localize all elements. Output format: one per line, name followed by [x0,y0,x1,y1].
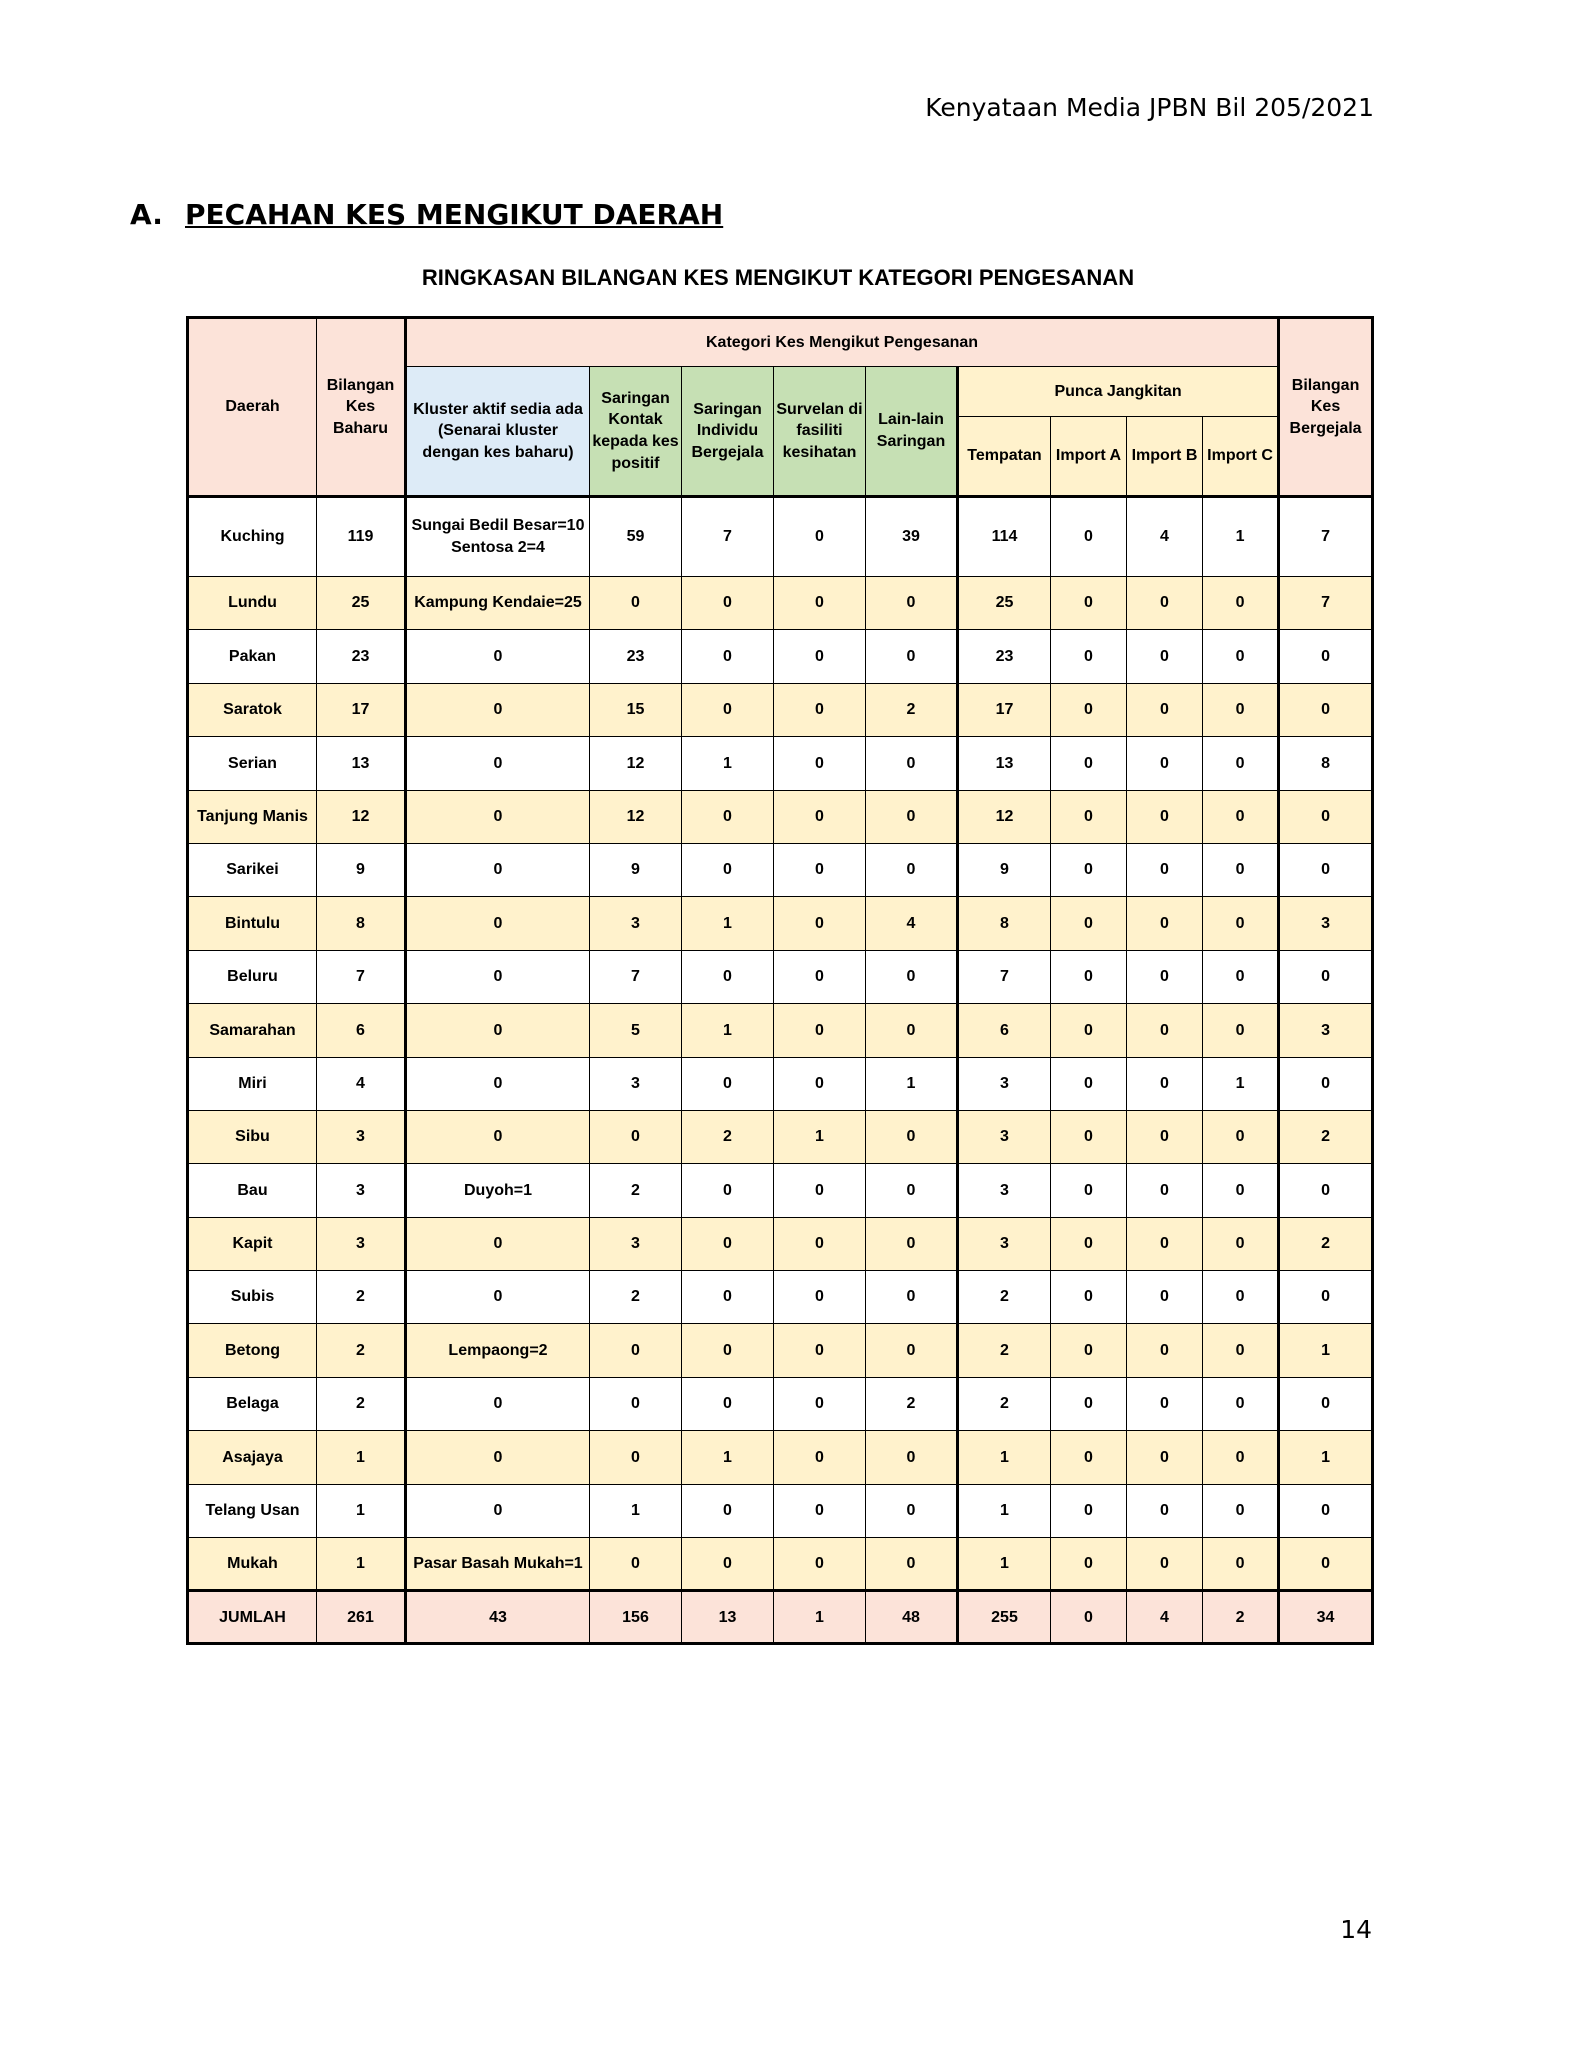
saringan-individu-cell: 0 [682,790,774,843]
daerah-cell: Mukah [188,1538,317,1591]
total-bilangan-kes-bergejala-cell: 34 [1279,1591,1373,1644]
kluster-cell: Lempaong=2 [406,1324,590,1377]
bilangan-kes-bergejala-cell: 7 [1279,577,1373,630]
lain-lain-cell: 0 [866,1271,958,1324]
survelan-cell: 0 [774,1324,866,1377]
import-c-cell: 0 [1203,897,1279,950]
tempatan-cell: 114 [958,497,1051,577]
saringan-individu-cell: 0 [682,1324,774,1377]
total-kluster-cell: 43 [406,1591,590,1644]
kluster-cell: 0 [406,950,590,1003]
header-survelan: Survelan di fasiliti kesihatan [774,367,866,497]
import-a-cell: 0 [1051,1217,1127,1270]
saringan-individu-cell: 0 [682,577,774,630]
section-title: PECAHAN KES MENGIKUT DAERAH [185,198,724,231]
saringan-kontak-cell: 1 [590,1484,682,1537]
import-a-cell: 0 [1051,1164,1127,1217]
saringan-individu-cell: 0 [682,683,774,736]
import-a-cell: 0 [1051,1538,1127,1591]
saringan-individu-cell: 0 [682,1484,774,1537]
total-tempatan-cell: 255 [958,1591,1051,1644]
bilangan-kes-bergejala-cell: 2 [1279,1110,1373,1163]
tempatan-cell: 8 [958,897,1051,950]
saringan-kontak-cell: 23 [590,630,682,683]
saringan-kontak-cell: 12 [590,790,682,843]
import-b-cell: 0 [1127,897,1203,950]
kluster-cell: 0 [406,630,590,683]
survelan-cell: 0 [774,950,866,1003]
header-lain-lain: Lain-lain Saringan [866,367,958,497]
survelan-cell: 0 [774,683,866,736]
bilangan-kes-baharu-cell: 2 [317,1324,406,1377]
bilangan-kes-bergejala-cell: 0 [1279,683,1373,736]
table-row [188,1110,1373,1163]
table-title: RINGKASAN BILANGAN KES MENGIKUT KATEGORI PENGESANAN [421,265,1135,290]
saringan-individu-cell: 1 [682,1004,774,1057]
header-tempatan: Tempatan [958,417,1051,497]
survelan-cell: 0 [774,630,866,683]
tempatan-cell: 25 [958,577,1051,630]
bilangan-kes-baharu-cell: 2 [317,1377,406,1430]
kluster-cell: 0 [406,1271,590,1324]
import-c-cell: 0 [1203,577,1279,630]
total-daerah-cell: JUMLAH [188,1591,317,1644]
bilangan-kes-bergejala-cell: 2 [1279,1217,1373,1270]
saringan-individu-cell: 0 [682,1164,774,1217]
bilangan-kes-bergejala-cell: 0 [1279,1057,1373,1110]
import-c-cell: 1 [1203,497,1279,577]
table-row [188,1004,1373,1057]
bilangan-kes-baharu-cell: 13 [317,737,406,790]
tempatan-cell: 3 [958,1217,1051,1270]
import-b-cell: 0 [1127,683,1203,736]
survelan-cell: 0 [774,897,866,950]
page-number: 14 [1340,1915,1372,1944]
table-row [188,950,1373,1003]
table-row [188,1217,1373,1270]
table-row [188,683,1373,736]
tempatan-cell: 17 [958,683,1051,736]
daerah-cell: Sarikei [188,843,317,896]
import-b-cell: 0 [1127,1057,1203,1110]
saringan-kontak-cell: 5 [590,1004,682,1057]
survelan-cell: 0 [774,737,866,790]
lain-lain-cell: 0 [866,1110,958,1163]
import-a-cell: 0 [1051,843,1127,896]
tempatan-cell: 2 [958,1377,1051,1430]
lain-lain-cell: 0 [866,1217,958,1270]
import-a-cell: 0 [1051,630,1127,683]
saringan-kontak-cell: 0 [590,1324,682,1377]
import-b-cell: 0 [1127,577,1203,630]
table-body [188,497,1373,1644]
kluster-cell: 0 [406,897,590,950]
import-b-cell: 0 [1127,1484,1203,1537]
survelan-cell: 0 [774,1377,866,1430]
tempatan-cell: 1 [958,1431,1051,1484]
tempatan-cell: 2 [958,1324,1051,1377]
import-b-cell: 0 [1127,1217,1203,1270]
import-a-cell: 0 [1051,790,1127,843]
import-b-cell: 0 [1127,1538,1203,1591]
saringan-individu-cell: 0 [682,630,774,683]
import-c-cell: 0 [1203,1538,1279,1591]
kluster-cell: Sungai Bedil Besar=10 Sentosa 2=4 [406,497,590,577]
saringan-kontak-cell: 0 [590,1538,682,1591]
bilangan-kes-baharu-cell: 3 [317,1110,406,1163]
import-c-cell: 0 [1203,1431,1279,1484]
kluster-cell: 0 [406,1110,590,1163]
lain-lain-cell: 0 [866,950,958,1003]
kluster-cell: Pasar Basah Mukah=1 [406,1538,590,1591]
bilangan-kes-baharu-cell: 2 [317,1271,406,1324]
daerah-cell: Betong [188,1324,317,1377]
table-row [188,737,1373,790]
tempatan-cell: 3 [958,1110,1051,1163]
bilangan-kes-baharu-cell: 6 [317,1004,406,1057]
saringan-individu-cell: 0 [682,843,774,896]
daerah-cell: Samarahan [188,1004,317,1057]
table-row [188,843,1373,896]
import-b-cell: 0 [1127,737,1203,790]
survelan-cell: 0 [774,1164,866,1217]
import-a-cell: 0 [1051,1057,1127,1110]
saringan-individu-cell: 0 [682,1538,774,1591]
table-row [188,577,1373,630]
lain-lain-cell: 0 [866,1004,958,1057]
daerah-cell: Belaga [188,1377,317,1430]
lain-lain-cell: 1 [866,1057,958,1110]
import-c-cell: 0 [1203,1324,1279,1377]
kluster-cell: 0 [406,1377,590,1430]
total-saringan-kontak-cell: 156 [590,1591,682,1644]
table-row [188,1324,1373,1377]
daerah-cell: Tanjung Manis [188,790,317,843]
daerah-cell: Kuching [188,497,317,577]
import-c-cell: 0 [1203,683,1279,736]
import-c-cell: 0 [1203,1271,1279,1324]
import-c-cell: 0 [1203,1377,1279,1430]
saringan-kontak-cell: 3 [590,897,682,950]
bilangan-kes-baharu-cell: 25 [317,577,406,630]
import-a-cell: 0 [1051,1377,1127,1430]
section-letter: A. [130,198,163,231]
header-punca-jangkitan: Punca Jangkitan [958,367,1279,417]
survelan-cell: 0 [774,1538,866,1591]
import-a-cell: 0 [1051,683,1127,736]
tempatan-cell: 23 [958,630,1051,683]
kluster-cell: 0 [406,1431,590,1484]
header-bilangan-kes-bergejala: Bilangan Kes Bergejala [1279,318,1373,497]
saringan-kontak-cell: 0 [590,1110,682,1163]
bilangan-kes-bergejala-cell: 0 [1279,1377,1373,1430]
bilangan-kes-baharu-cell: 4 [317,1057,406,1110]
import-c-cell: 0 [1203,1110,1279,1163]
import-c-cell: 0 [1203,1164,1279,1217]
table-row [188,897,1373,950]
tempatan-cell: 9 [958,843,1051,896]
saringan-individu-cell: 1 [682,1431,774,1484]
survelan-cell: 0 [774,1004,866,1057]
table-row [188,497,1373,577]
survelan-cell: 0 [774,843,866,896]
import-b-cell: 0 [1127,843,1203,896]
kluster-cell: 0 [406,737,590,790]
bilangan-kes-bergejala-cell: 0 [1279,1484,1373,1537]
bilangan-kes-bergejala-cell: 7 [1279,497,1373,577]
import-c-cell: 0 [1203,950,1279,1003]
header-daerah: Daerah [188,318,317,497]
lain-lain-cell: 0 [866,737,958,790]
tempatan-cell: 1 [958,1484,1051,1537]
header-saringan-kontak: Saringan Kontak kepada kes positif [590,367,682,497]
bilangan-kes-bergejala-cell: 0 [1279,1164,1373,1217]
import-c-cell: 0 [1203,737,1279,790]
lain-lain-cell: 0 [866,1164,958,1217]
bilangan-kes-bergejala-cell: 1 [1279,1431,1373,1484]
table-row [188,1057,1373,1110]
lain-lain-cell: 0 [866,577,958,630]
total-bilangan-kes-baharu-cell: 261 [317,1591,406,1644]
tempatan-cell: 12 [958,790,1051,843]
saringan-individu-cell: 2 [682,1110,774,1163]
lain-lain-cell: 2 [866,683,958,736]
header-import-c: Import C [1203,417,1279,497]
kluster-cell: 0 [406,1217,590,1270]
table-row [188,1164,1373,1217]
import-a-cell: 0 [1051,737,1127,790]
survelan-cell: 0 [774,1271,866,1324]
tempatan-cell: 3 [958,1164,1051,1217]
daerah-cell: Serian [188,737,317,790]
daerah-cell: Miri [188,1057,317,1110]
total-row [188,1591,1373,1644]
bilangan-kes-bergejala-cell: 0 [1279,950,1373,1003]
section-heading [130,198,723,231]
total-saringan-individu-cell: 13 [682,1591,774,1644]
import-b-cell: 0 [1127,1377,1203,1430]
bilangan-kes-baharu-cell: 3 [317,1164,406,1217]
header-saringan-individu: Saringan Individu Bergejala [682,367,774,497]
survelan-cell: 0 [774,1431,866,1484]
bilangan-kes-bergejala-cell: 3 [1279,897,1373,950]
saringan-kontak-cell: 3 [590,1217,682,1270]
tempatan-cell: 2 [958,1271,1051,1324]
saringan-kontak-cell: 2 [590,1164,682,1217]
saringan-kontak-cell: 2 [590,1271,682,1324]
survelan-cell: 0 [774,1484,866,1537]
kluster-cell: 0 [406,843,590,896]
survelan-cell: 1 [774,1110,866,1163]
import-a-cell: 0 [1051,497,1127,577]
tempatan-cell: 6 [958,1004,1051,1057]
import-c-cell: 0 [1203,790,1279,843]
tempatan-cell: 7 [958,950,1051,1003]
kluster-cell: 0 [406,1057,590,1110]
import-c-cell: 0 [1203,1004,1279,1057]
kluster-cell: 0 [406,790,590,843]
header-kategori: Kategori Kes Mengikut Pengesanan [406,318,1279,367]
lain-lain-cell: 4 [866,897,958,950]
survelan-cell: 0 [774,577,866,630]
header-bilangan-kes-baharu: Bilangan Kes Baharu [317,318,406,497]
saringan-kontak-cell: 3 [590,1057,682,1110]
tempatan-cell: 13 [958,737,1051,790]
bilangan-kes-baharu-cell: 7 [317,950,406,1003]
bilangan-kes-baharu-cell: 17 [317,683,406,736]
daerah-cell: Subis [188,1271,317,1324]
saringan-kontak-cell: 9 [590,843,682,896]
kluster-cell: 0 [406,1484,590,1537]
total-import-b-cell: 4 [1127,1591,1203,1644]
saringan-kontak-cell: 15 [590,683,682,736]
import-a-cell: 0 [1051,577,1127,630]
import-b-cell: 0 [1127,1431,1203,1484]
bilangan-kes-baharu-cell: 119 [317,497,406,577]
import-a-cell: 0 [1051,1004,1127,1057]
import-b-cell: 4 [1127,497,1203,577]
total-lain-lain-cell: 48 [866,1591,958,1644]
saringan-individu-cell: 1 [682,897,774,950]
lain-lain-cell: 39 [866,497,958,577]
saringan-individu-cell: 0 [682,950,774,1003]
header-import-a: Import A [1051,417,1127,497]
daerah-cell: Beluru [188,950,317,1003]
bilangan-kes-baharu-cell: 3 [317,1217,406,1270]
tempatan-cell: 1 [958,1538,1051,1591]
table-row [188,1431,1373,1484]
total-survelan-cell: 1 [774,1591,866,1644]
header-kluster: Kluster aktif sedia ada (Senarai kluster dengan kes baharu) [406,367,590,497]
lain-lain-cell: 0 [866,790,958,843]
daerah-cell: Pakan [188,630,317,683]
saringan-kontak-cell: 0 [590,577,682,630]
saringan-kontak-cell: 12 [590,737,682,790]
cases-table [186,316,1374,1645]
daerah-cell: Bau [188,1164,317,1217]
import-a-cell: 0 [1051,1271,1127,1324]
total-import-a-cell: 0 [1051,1591,1127,1644]
import-b-cell: 0 [1127,1271,1203,1324]
lain-lain-cell: 0 [866,630,958,683]
import-b-cell: 0 [1127,630,1203,683]
import-a-cell: 0 [1051,1110,1127,1163]
bilangan-kes-bergejala-cell: 0 [1279,630,1373,683]
import-b-cell: 0 [1127,1324,1203,1377]
daerah-cell: Lundu [188,577,317,630]
table-row [188,1484,1373,1537]
header-import-b: Import B [1127,417,1203,497]
import-c-cell: 0 [1203,630,1279,683]
bilangan-kes-baharu-cell: 1 [317,1484,406,1537]
import-a-cell: 0 [1051,897,1127,950]
bilangan-kes-bergejala-cell: 1 [1279,1324,1373,1377]
table-row [188,790,1373,843]
kluster-cell: Kampung Kendaie=25 [406,577,590,630]
bilangan-kes-bergejala-cell: 8 [1279,737,1373,790]
saringan-individu-cell: 0 [682,1057,774,1110]
bilangan-kes-bergejala-cell: 0 [1279,1538,1373,1591]
kluster-cell: 0 [406,683,590,736]
bilangan-kes-baharu-cell: 23 [317,630,406,683]
lain-lain-cell: 0 [866,843,958,896]
table-row [188,1377,1373,1430]
import-b-cell: 0 [1127,950,1203,1003]
import-c-cell: 0 [1203,843,1279,896]
survelan-cell: 0 [774,1217,866,1270]
saringan-individu-cell: 0 [682,1271,774,1324]
bilangan-kes-baharu-cell: 9 [317,843,406,896]
saringan-kontak-cell: 0 [590,1431,682,1484]
bilangan-kes-bergejala-cell: 0 [1279,790,1373,843]
import-b-cell: 0 [1127,790,1203,843]
daerah-cell: Sibu [188,1110,317,1163]
import-b-cell: 0 [1127,1004,1203,1057]
table-row [188,1271,1373,1324]
saringan-kontak-cell: 7 [590,950,682,1003]
bilangan-kes-bergejala-cell: 3 [1279,1004,1373,1057]
import-a-cell: 0 [1051,950,1127,1003]
daerah-cell: Kapit [188,1217,317,1270]
lain-lain-cell: 0 [866,1538,958,1591]
import-c-cell: 1 [1203,1057,1279,1110]
kluster-cell: Duyoh=1 [406,1164,590,1217]
saringan-kontak-cell: 0 [590,1377,682,1430]
bilangan-kes-baharu-cell: 12 [317,790,406,843]
import-c-cell: 0 [1203,1484,1279,1537]
import-c-cell: 0 [1203,1217,1279,1270]
bilangan-kes-bergejala-cell: 0 [1279,1271,1373,1324]
table-row [188,630,1373,683]
kluster-cell: 0 [406,1004,590,1057]
survelan-cell: 0 [774,790,866,843]
table-row [188,1538,1373,1591]
daerah-cell: Bintulu [188,897,317,950]
bilangan-kes-baharu-cell: 1 [317,1538,406,1591]
import-a-cell: 0 [1051,1324,1127,1377]
daerah-cell: Saratok [188,683,317,736]
survelan-cell: 0 [774,497,866,577]
page-header: Kenyataan Media JPBN Bil 205/2021 [925,93,1374,122]
saringan-individu-cell: 7 [682,497,774,577]
import-a-cell: 0 [1051,1431,1127,1484]
lain-lain-cell: 0 [866,1484,958,1537]
bilangan-kes-baharu-cell: 8 [317,897,406,950]
saringan-kontak-cell: 59 [590,497,682,577]
import-b-cell: 0 [1127,1110,1203,1163]
lain-lain-cell: 0 [866,1324,958,1377]
bilangan-kes-baharu-cell: 1 [317,1431,406,1484]
total-import-c-cell: 2 [1203,1591,1279,1644]
tempatan-cell: 3 [958,1057,1051,1110]
import-a-cell: 0 [1051,1484,1127,1537]
saringan-individu-cell: 0 [682,1217,774,1270]
import-b-cell: 0 [1127,1164,1203,1217]
saringan-individu-cell: 1 [682,737,774,790]
daerah-cell: Asajaya [188,1431,317,1484]
lain-lain-cell: 2 [866,1377,958,1430]
lain-lain-cell: 0 [866,1431,958,1484]
saringan-individu-cell: 0 [682,1377,774,1430]
bilangan-kes-bergejala-cell: 0 [1279,843,1373,896]
survelan-cell: 0 [774,1057,866,1110]
daerah-cell: Telang Usan [188,1484,317,1537]
